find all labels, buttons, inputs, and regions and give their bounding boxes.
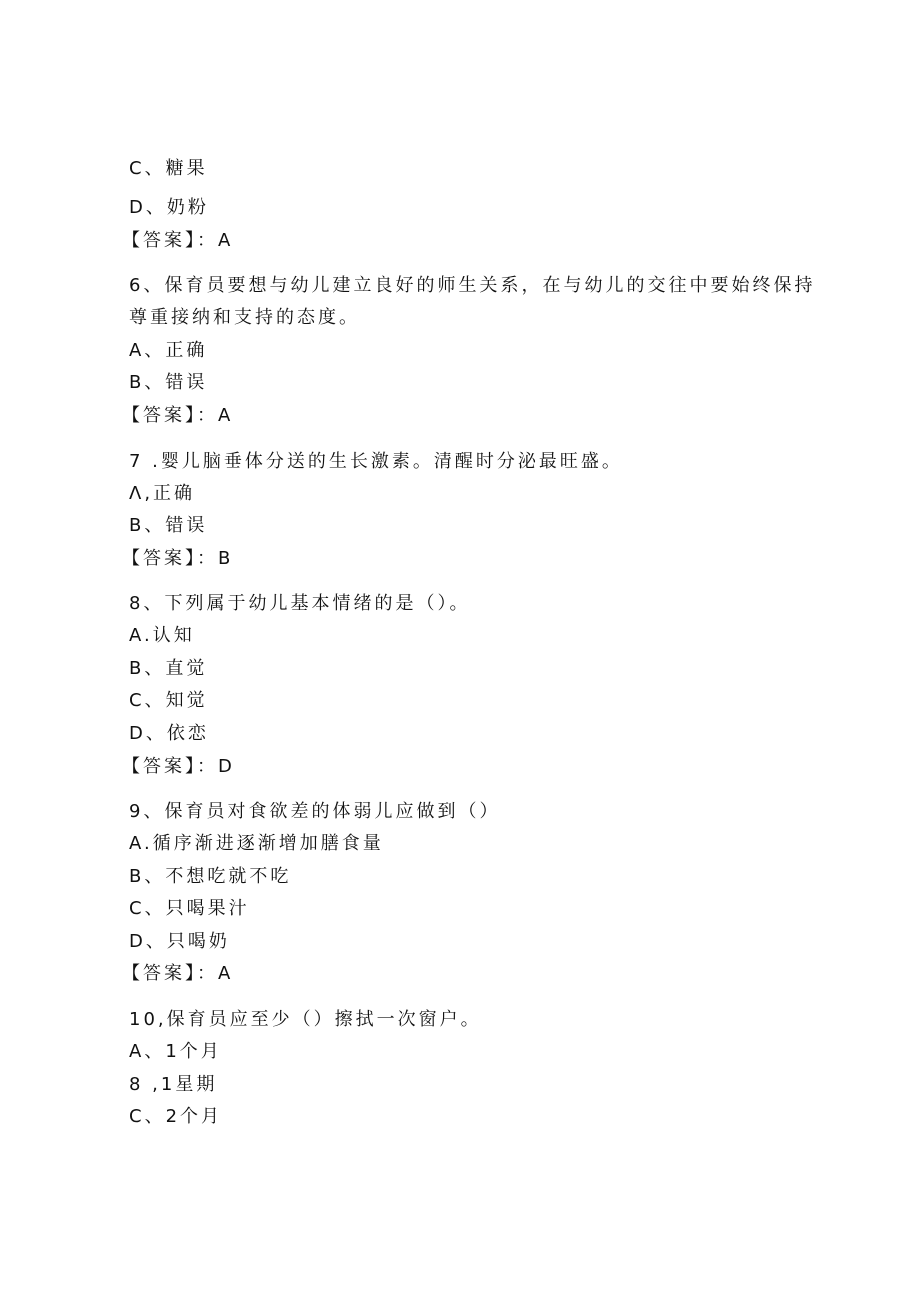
- option-b: B、不想吃就不吃: [129, 866, 292, 887]
- option-a: A.认知: [129, 625, 195, 646]
- answer-line: 【答案】：A: [122, 963, 234, 984]
- option-c: C、2个月: [129, 1106, 223, 1127]
- answer-line: 【答案】：A: [122, 230, 234, 251]
- answer-line: 【答案】：B: [122, 548, 234, 569]
- option-b: B、直觉: [129, 658, 208, 679]
- option-a: A.循序渐进逐渐增加膳食量: [129, 833, 384, 854]
- question-10: 10,保育员应至少（）擦拭一次窗户。: [129, 1009, 482, 1030]
- option-d: D、依恋: [129, 723, 209, 744]
- question-7: 7 .婴儿脑垂体分送的生长激素。清醒时分泌最旺盛。: [129, 451, 623, 472]
- option-a: A、正确: [129, 340, 208, 361]
- question-6-continued: 尊重接纳和支持的态度。: [129, 307, 360, 328]
- option-b: B、错误: [129, 372, 208, 393]
- option-c-candy: C、糖果: [129, 158, 208, 179]
- option-a: Λ,正确: [129, 483, 196, 504]
- option-c: C、知觉: [129, 690, 208, 711]
- question-6: 6、保育员要想与幼儿建立良好的师生关系，在与幼儿的交往中要始终保持: [129, 275, 816, 296]
- question-9: 9、保育员对食欲差的体弱儿应做到（）: [129, 801, 501, 822]
- option-d: D、只喝奶: [129, 931, 230, 952]
- question-8: 8、下列属于幼儿基本情绪的是（）。: [129, 593, 471, 614]
- answer-line: 【答案】：D: [122, 756, 235, 777]
- option-a: A、1个月: [129, 1041, 222, 1062]
- option-c: C、只喝果汁: [129, 898, 250, 919]
- option-b: 8 ,1星期: [129, 1074, 218, 1095]
- option-d-milk-powder: D、奶粉: [129, 197, 209, 218]
- answer-line: 【答案】：A: [122, 405, 234, 426]
- option-b: B、错误: [129, 515, 208, 536]
